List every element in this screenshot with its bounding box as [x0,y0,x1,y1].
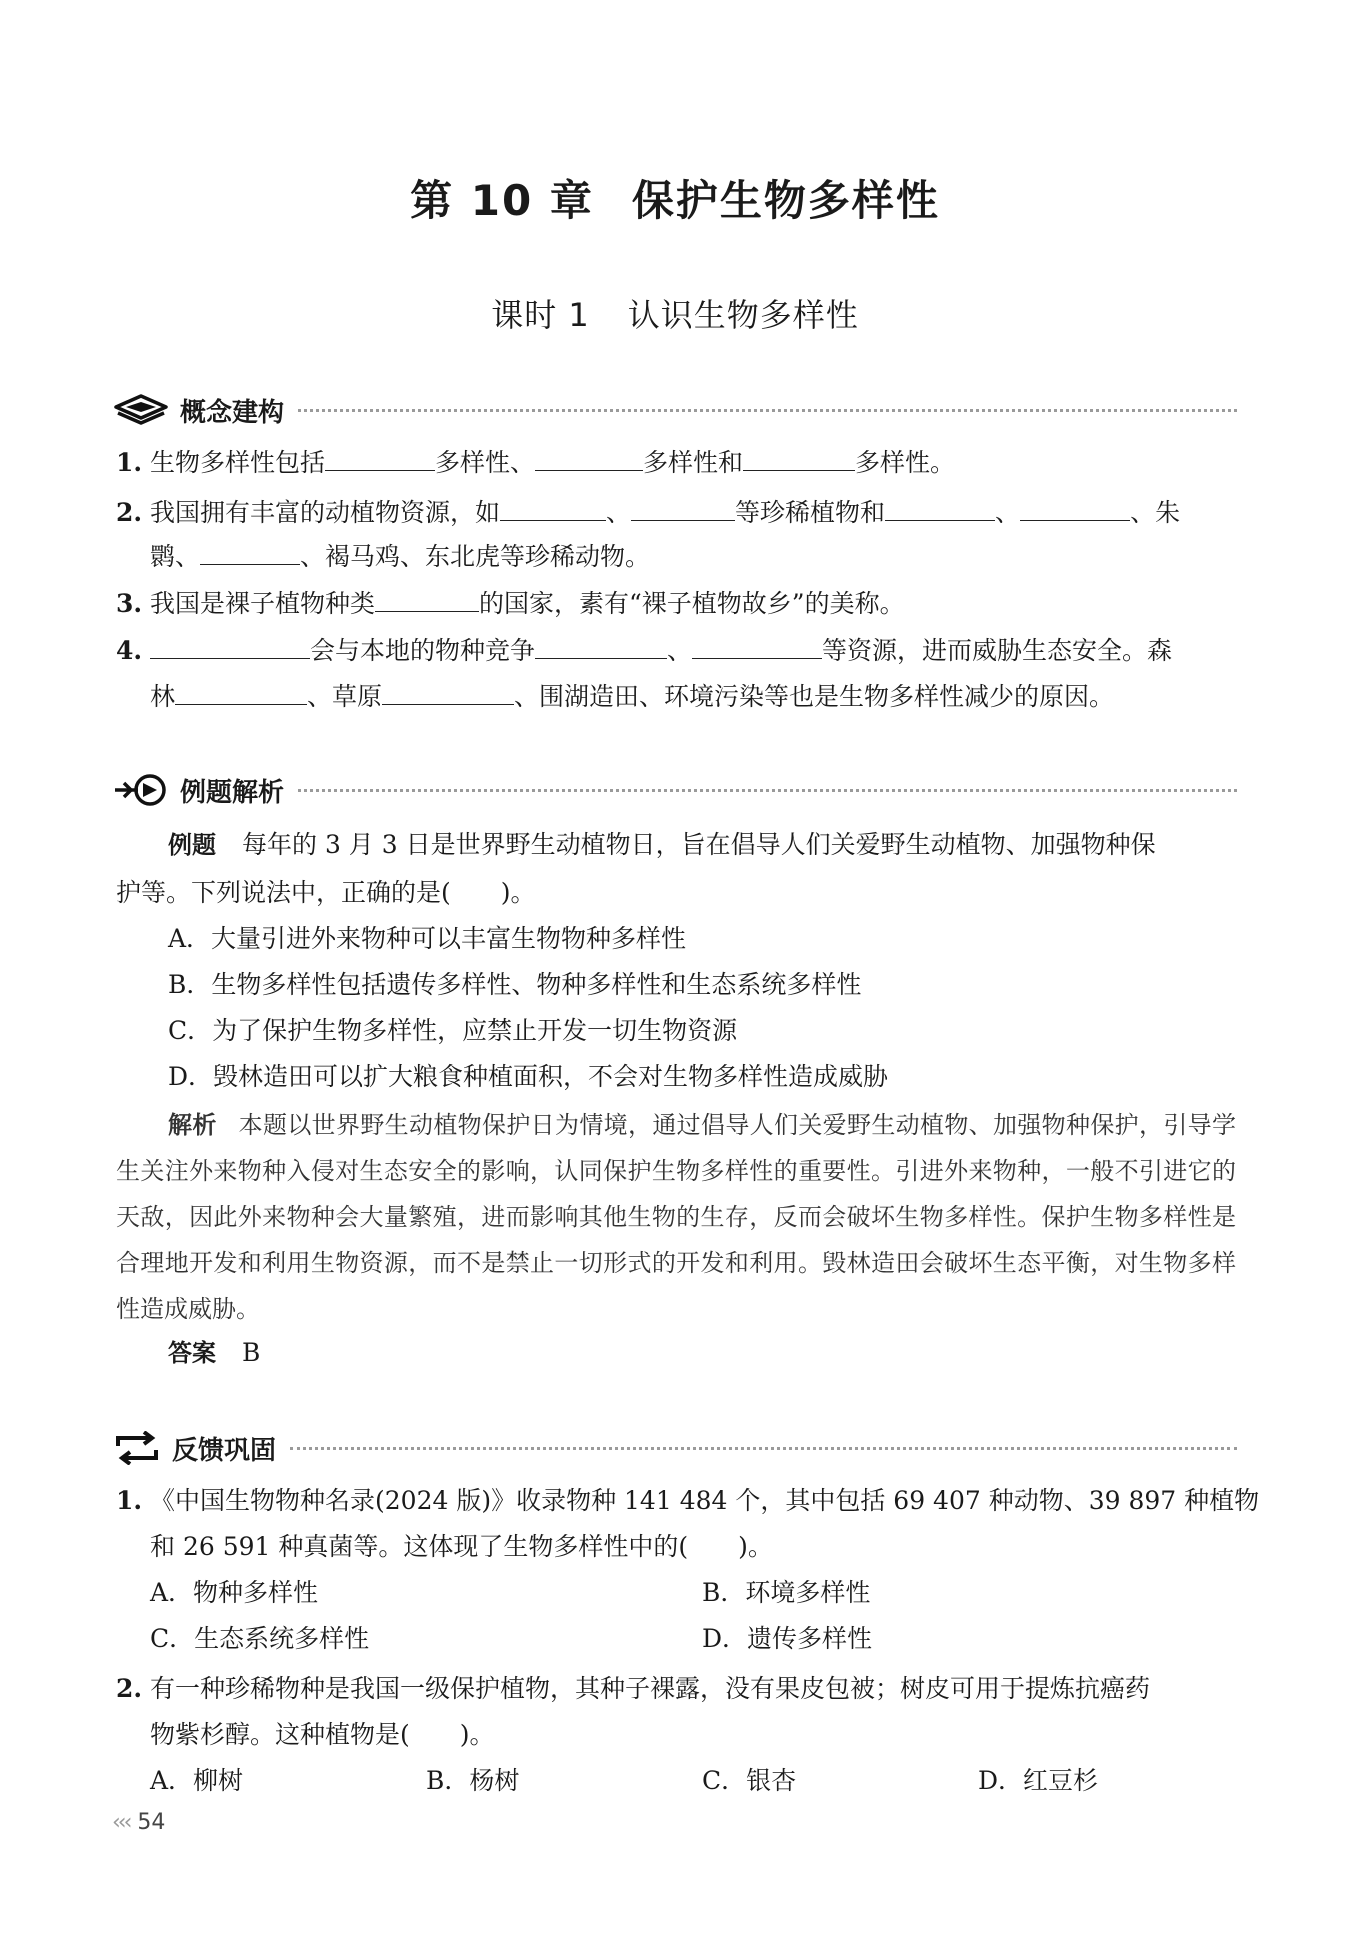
question-number: 1. [116,1486,143,1515]
question-text: 生物多样性包括 [150,448,326,477]
analysis-label: 解析 [168,1111,217,1139]
feedback-question-1 [116,1484,1259,1518]
question-text: 我国是裸子植物种类 [150,589,376,618]
question-4-cont [150,678,1114,714]
page-number: 54 [137,1810,166,1835]
refresh-icon [112,1431,162,1465]
question-number: 1. [116,448,143,477]
lesson-number: 课时 1 [491,296,590,334]
answer-blank[interactable] [325,444,435,471]
question-text: 林 [150,682,176,711]
answer-line [168,1336,260,1370]
answer-blank[interactable] [382,678,514,705]
example-question-cont [116,876,536,910]
page-arrows-icon: ‹‹‹ [112,1810,130,1835]
layers-icon [112,393,170,427]
question-2 [116,494,1180,530]
question-text: 《中国生物物种名录(2024 版)》收录物种 141 484 个，其中包括 69 407 种动物、39 897 种植物 [150,1486,1260,1515]
question-4 [116,632,1172,668]
question-text: 会与本地的物种竞争 [310,636,536,665]
question-text: 、围湖造田、环境污染等也是生物多样性减少的原因。 [514,682,1115,711]
answer-blank[interactable] [743,444,855,471]
question-text: 多样性。 [855,448,956,477]
question-text: 等资源，进而威胁生态安全。森 [822,636,1173,665]
example-option-d: D．毁林造田可以扩大粮食种植面积，不会对生物多样性造成威胁 [168,1062,889,1091]
feedback-q1-option-d: D．遗传多样性 [702,1624,873,1653]
question-text: 我国拥有丰富的动植物资源，如 [150,498,501,527]
example-option-a: A．大量引进外来物种可以丰富生物物种多样性 [168,924,687,953]
answer-blank[interactable] [175,678,307,705]
question-text: 物紫杉醇。这种植物是( )。 [150,1720,495,1749]
question-text: 鹮、 [150,542,201,571]
answer-blank[interactable] [692,632,822,659]
question-3 [116,585,905,621]
chapter-name: 保护生物多样性 [631,176,940,225]
question-1 [116,444,955,480]
answer-label: 答案 [168,1339,216,1367]
question-text: 、褐马鸡、东北虎等珍稀动物。 [300,542,651,571]
feedback-q1-option-b: B．环境多样性 [702,1578,871,1607]
chapter-number: 第 10 章 [410,176,594,225]
analysis-block [116,1102,1236,1332]
feedback-q2-option-c: C．银杏 [702,1766,797,1795]
question-text: 和 26 591 种真菌等。这体现了生物多样性中的( )。 [150,1532,773,1561]
chapter-title [0,168,1350,228]
answer-blank[interactable] [885,494,995,521]
feedback-q2-option-d: D．红豆杉 [978,1766,1099,1795]
example-question [168,828,1156,862]
feedback-q2-option-b: B．杨树 [426,1766,520,1795]
question-text: 、朱 [1130,498,1181,527]
example-text: 每年的 3 月 3 日是世界野生动植物日，旨在倡导人们关爱野生动植物、加强物种保 [242,830,1156,859]
question-text: 、 [667,636,693,665]
section-title: 反馈巩固 [172,1435,277,1466]
question-text: 多样性、 [435,448,536,477]
section-title: 概念建构 [180,397,285,428]
answer-blank[interactable] [631,494,735,521]
section-header-example [112,770,1237,810]
lesson-name: 认识生物多样性 [627,296,859,334]
answer-value: B [242,1338,261,1367]
answer-blank[interactable] [535,632,667,659]
example-option-b: B．生物多样性包括遗传多样性、物种多样性和生态系统多样性 [168,970,862,999]
dotted-divider [298,789,1237,792]
answer-blank[interactable] [200,538,300,565]
question-text: 的国家，素有“裸子植物故乡”的美称。 [479,589,905,618]
feedback-question-1-cont [150,1530,773,1564]
answer-blank[interactable] [1020,494,1130,521]
section-header-feedback [112,1428,1237,1468]
question-text: 有一种珍稀物种是我国一级保护植物，其种子裸露，没有果皮包被；树皮可用于提炼抗癌药 [150,1674,1151,1703]
analysis-text: 本题以世界野生动植物保护日为情境，通过倡导人们关爱野生动植物、加强物种保护，引导学生关注外来物种入侵对生态安全的影响，认同保护生物多样性的重要性。引进外来物种，一般不引进它的天敌，因此外来物种会大量繁殖，进而影响其他生物的生存，反而会破坏生物多样性。保护生物多样性是合理地开发和利用生物资源，而不是禁止一切形式的开发和利用。毁林造田会破坏生态平衡，对生物多样性造成威胁。 [116,1111,1237,1323]
answer-blank[interactable] [500,494,606,521]
feedback-question-2 [116,1672,1150,1706]
dotted-divider [298,409,1237,412]
lesson-title [0,290,1350,336]
feedback-q2-option-a: A．柳树 [150,1766,244,1795]
answer-blank[interactable] [535,444,643,471]
feedback-question-2-cont [150,1718,495,1752]
question-2-cont [150,538,650,574]
answer-blank[interactable] [150,632,310,659]
question-text: 、 [995,498,1021,527]
question-text: 等珍稀植物和 [735,498,886,527]
feedback-q1-option-a: A．物种多样性 [150,1578,319,1607]
example-option-c: C．为了保护生物多样性，应禁止开发一切生物资源 [168,1016,738,1045]
question-text: 、 [606,498,632,527]
answer-blank[interactable] [375,585,479,612]
question-number: 2. [116,498,143,527]
question-number: 2. [116,1674,143,1703]
example-text: 护等。下列说法中，正确的是( )。 [116,878,536,907]
example-label: 例题 [168,831,216,859]
question-number: 3. [116,589,143,618]
feedback-q1-option-c: C．生态系统多样性 [150,1624,370,1653]
page-footer [112,1810,165,1835]
dotted-divider [290,1447,1237,1450]
section-header-concept [112,390,1237,430]
section-title: 例题解析 [180,777,285,808]
target-arrow-icon [112,773,170,807]
question-text: 多样性和 [643,448,744,477]
question-text: 、草原 [307,682,383,711]
question-number: 4. [116,636,143,665]
